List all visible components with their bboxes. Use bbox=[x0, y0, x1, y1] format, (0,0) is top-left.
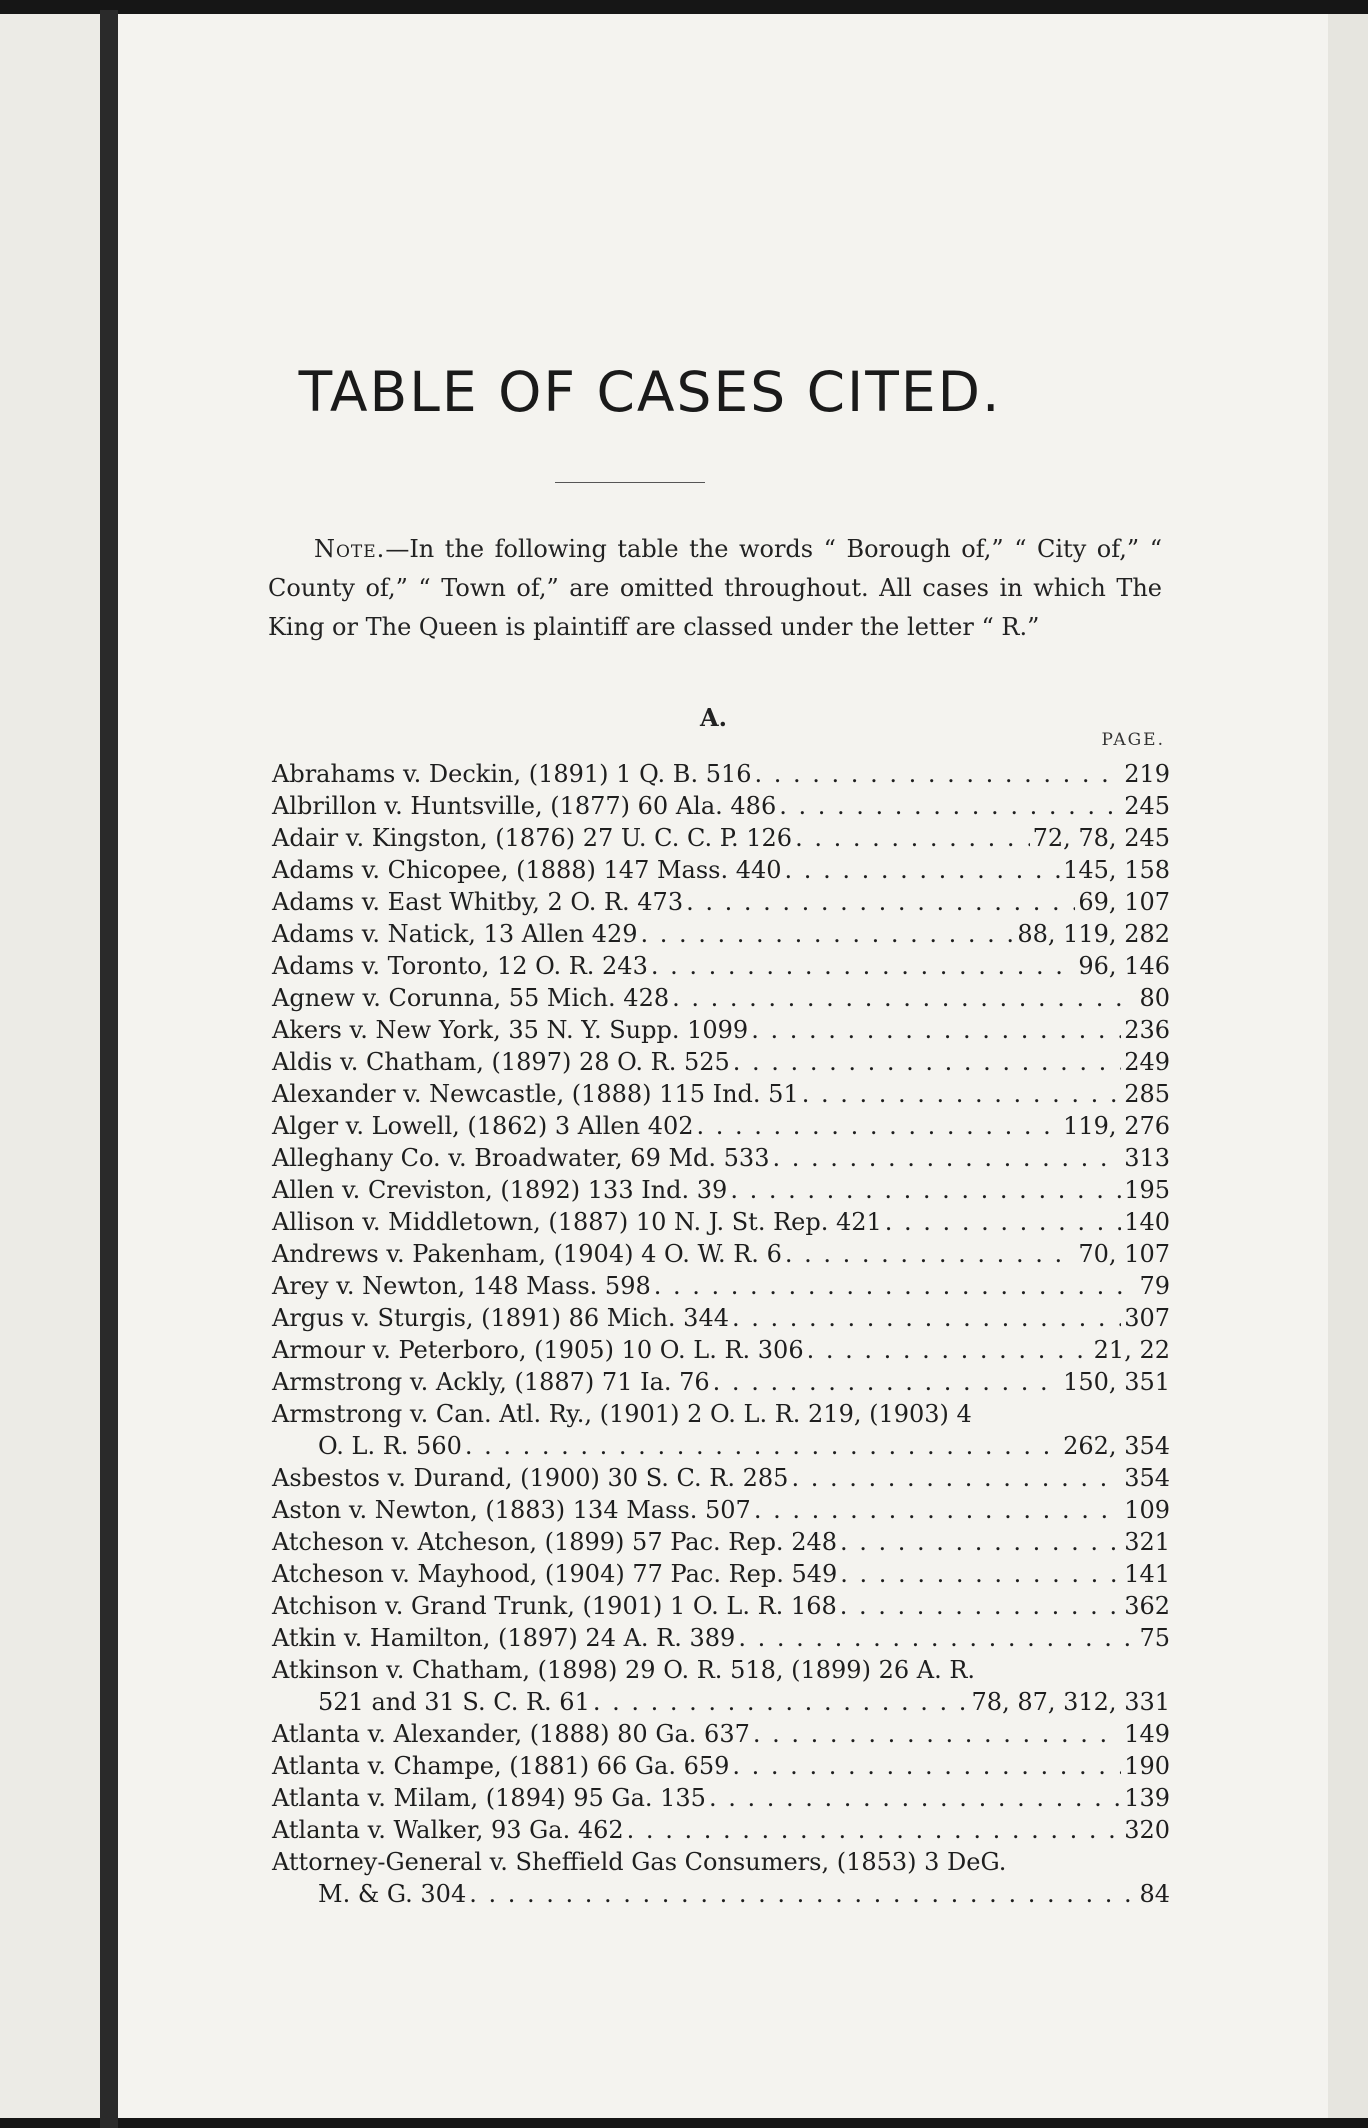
leader-dots bbox=[785, 1238, 1076, 1270]
page-references: 321 bbox=[1124, 1528, 1170, 1556]
leader-dots bbox=[672, 982, 1136, 1014]
case-citation: Alger v. Lowell, (1862) 3 Allen 402 bbox=[272, 1112, 694, 1140]
case-entry bbox=[272, 1814, 1170, 1846]
case-citation: Armour v. Peterboro, (1905) 10 O. L. R. 306 bbox=[272, 1336, 804, 1364]
leader-dots bbox=[469, 1878, 1136, 1910]
leader-dots bbox=[885, 1206, 1121, 1238]
page-references: 354 bbox=[1124, 1464, 1170, 1492]
section-letter: A. bbox=[700, 703, 727, 732]
case-citation: Atchison v. Grand Trunk, (1901) 1 O. L. R. 168 bbox=[272, 1592, 837, 1620]
case-entry bbox=[272, 1398, 1170, 1462]
page-references: 145, 158 bbox=[1063, 856, 1170, 884]
leader-dots bbox=[791, 1462, 1121, 1494]
page-references: 78, 87, 312, 331 bbox=[971, 1688, 1170, 1716]
case-entry bbox=[272, 1270, 1170, 1302]
leader-dots bbox=[733, 1046, 1121, 1078]
case-citation: Adams v. Natick, 13 Allen 429 bbox=[272, 920, 638, 948]
page-references: 88, 119, 282 bbox=[1017, 920, 1170, 948]
page-title: TABLE OF CASES CITED. bbox=[298, 360, 1002, 424]
page-references: 141 bbox=[1124, 1560, 1170, 1588]
case-entry bbox=[272, 1622, 1170, 1654]
leader-dots bbox=[795, 822, 1030, 854]
leader-dots bbox=[713, 1366, 1060, 1398]
leader-dots bbox=[697, 1110, 1061, 1142]
case-entry bbox=[272, 1590, 1170, 1622]
case-entry bbox=[272, 790, 1170, 822]
case-entry bbox=[272, 758, 1170, 790]
case-entry bbox=[272, 1846, 1170, 1910]
case-citation-continued: M. & G. 304 bbox=[318, 1880, 467, 1908]
case-citation: Arey v. Newton, 148 Mass. 598 bbox=[272, 1272, 651, 1300]
page-references: 109 bbox=[1124, 1496, 1170, 1524]
page-references: 119, 276 bbox=[1063, 1112, 1170, 1140]
case-citation: Atlanta v. Walker, 93 Ga. 462 bbox=[272, 1816, 624, 1844]
page-references: 307 bbox=[1124, 1304, 1170, 1332]
page-references: 249 bbox=[1124, 1048, 1170, 1076]
case-citation: Abrahams v. Deckin, (1891) 1 Q. B. 516 bbox=[272, 760, 752, 788]
case-entry bbox=[272, 982, 1170, 1014]
case-entry bbox=[272, 918, 1170, 950]
leader-dots bbox=[840, 1558, 1121, 1590]
case-entry bbox=[272, 1526, 1170, 1558]
leader-dots bbox=[779, 790, 1121, 822]
leader-dots bbox=[641, 918, 1015, 950]
case-citation: Atkin v. Hamilton, (1897) 24 A. R. 389 bbox=[272, 1624, 736, 1652]
leader-dots bbox=[709, 1782, 1121, 1814]
leader-dots bbox=[465, 1430, 1060, 1462]
page-references: 96, 146 bbox=[1078, 952, 1170, 980]
case-entry bbox=[272, 1078, 1170, 1110]
case-entry bbox=[272, 1750, 1170, 1782]
case-citation: Adams v. Toronto, 12 O. R. 243 bbox=[272, 952, 648, 980]
leader-dots bbox=[730, 1174, 1121, 1206]
case-citation: Atlanta v. Alexander, (1888) 80 Ga. 637 bbox=[272, 1720, 750, 1748]
case-citation: Akers v. New York, 35 N. Y. Supp. 1099 bbox=[272, 1016, 749, 1044]
leader-dots bbox=[686, 886, 1075, 918]
case-entry bbox=[272, 822, 1170, 854]
page-references: 69, 107 bbox=[1078, 888, 1170, 916]
page-references: 285 bbox=[1124, 1080, 1170, 1108]
leader-dots bbox=[807, 1334, 1091, 1366]
case-citation-continued: 521 and 31 S. C. R. 61 bbox=[318, 1688, 590, 1716]
title-divider bbox=[555, 482, 705, 483]
page-edge-right bbox=[1328, 14, 1368, 2118]
case-entry bbox=[272, 1046, 1170, 1078]
case-citation: Adair v. Kingston, (1876) 27 U. C. C. P. 126 bbox=[272, 824, 793, 852]
leader-dots bbox=[738, 1622, 1136, 1654]
case-entry bbox=[272, 1462, 1170, 1494]
case-entry bbox=[272, 1142, 1170, 1174]
case-entry bbox=[272, 854, 1170, 886]
page-references: 236 bbox=[1124, 1016, 1170, 1044]
case-entry bbox=[272, 1366, 1170, 1398]
note-text: —In the following table the words “ Borough of,” “ City of,” “ County of,” “ Town of,” are omitted throughout. All cases in which The King or The Queen is plaintiff are classed under the letter “ R.” bbox=[268, 535, 1162, 641]
case-entry bbox=[272, 1718, 1170, 1750]
leader-dots bbox=[593, 1686, 969, 1718]
case-citation: Albrillon v. Huntsville, (1877) 60 Ala. 486 bbox=[272, 792, 777, 820]
page-references: 79 bbox=[1139, 1272, 1170, 1300]
page-references: 21, 22 bbox=[1093, 1336, 1170, 1364]
case-entry bbox=[272, 1174, 1170, 1206]
case-citation: Asbestos v. Durand, (1900) 30 S. C. R. 285 bbox=[272, 1464, 789, 1492]
case-entry bbox=[272, 1206, 1170, 1238]
leader-dots bbox=[772, 1142, 1121, 1174]
facing-page-edge bbox=[0, 14, 100, 2118]
case-citation: Attorney-General v. Sheffield Gas Consumers, (1853) 3 DeG. bbox=[272, 1848, 1007, 1876]
page-references: 320 bbox=[1124, 1816, 1170, 1844]
case-citation: Atlanta v. Champe, (1881) 66 Ga. 659 bbox=[272, 1752, 730, 1780]
leader-dots bbox=[654, 1270, 1137, 1302]
page-references: 80 bbox=[1139, 984, 1170, 1012]
page-references: 362 bbox=[1124, 1592, 1170, 1620]
case-citation: Aldis v. Chatham, (1897) 28 O. R. 525 bbox=[272, 1048, 730, 1076]
page-references: 245 bbox=[1124, 792, 1170, 820]
page-references: 149 bbox=[1124, 1720, 1170, 1748]
case-citation: Adams v. East Whitby, 2 O. R. 473 bbox=[272, 888, 684, 916]
leader-dots bbox=[651, 950, 1076, 982]
case-entry bbox=[272, 886, 1170, 918]
case-list bbox=[272, 758, 1170, 1910]
page-references: 313 bbox=[1124, 1144, 1170, 1172]
leader-dots bbox=[754, 1494, 1121, 1526]
case-citation: Adams v. Chicopee, (1888) 147 Mass. 440 bbox=[272, 856, 782, 884]
page-references: 84 bbox=[1139, 1880, 1170, 1908]
case-citation: Alexander v. Newcastle, (1888) 115 Ind. 51 bbox=[272, 1080, 799, 1108]
case-citation: Atlanta v. Milam, (1894) 95 Ga. 135 bbox=[272, 1784, 706, 1812]
page-references: 195 bbox=[1124, 1176, 1170, 1204]
page-column-header: PAGE. bbox=[1101, 730, 1165, 750]
case-entry bbox=[272, 1238, 1170, 1270]
case-entry bbox=[272, 1302, 1170, 1334]
leader-dots bbox=[840, 1590, 1121, 1622]
leader-dots bbox=[802, 1078, 1121, 1110]
page-references: 219 bbox=[1124, 760, 1170, 788]
case-citation: Agnew v. Corunna, 55 Mich. 428 bbox=[272, 984, 670, 1012]
page-references: 75 bbox=[1139, 1624, 1170, 1652]
case-citation: Armstrong v. Ackly, (1887) 71 Ia. 76 bbox=[272, 1368, 710, 1396]
book-spine bbox=[100, 10, 118, 2128]
case-entry bbox=[272, 1558, 1170, 1590]
page-references: 150, 351 bbox=[1063, 1368, 1170, 1396]
leader-dots bbox=[751, 1014, 1121, 1046]
case-citation-continued: O. L. R. 560 bbox=[318, 1432, 462, 1460]
case-citation: Aston v. Newton, (1883) 134 Mass. 507 bbox=[272, 1496, 751, 1524]
case-entry bbox=[272, 950, 1170, 982]
case-citation: Atkinson v. Chatham, (1898) 29 O. R. 518, (1899) 26 A. R. bbox=[272, 1656, 976, 1684]
case-citation: Alleghany Co. v. Broadwater, 69 Md. 533 bbox=[272, 1144, 770, 1172]
note-label: Note. bbox=[314, 535, 386, 563]
case-citation: Andrews v. Pakenham, (1904) 4 O. W. R. 6 bbox=[272, 1240, 782, 1268]
case-entry bbox=[272, 1334, 1170, 1366]
table-note bbox=[268, 530, 1162, 647]
case-entry bbox=[272, 1654, 1170, 1718]
case-citation: Allison v. Middletown, (1887) 10 N. J. St. Rep. 421 bbox=[272, 1208, 882, 1236]
case-citation: Atcheson v. Mayhood, (1904) 77 Pac. Rep. 549 bbox=[272, 1560, 838, 1588]
leader-dots bbox=[753, 1718, 1121, 1750]
leader-dots bbox=[732, 1750, 1121, 1782]
case-entry bbox=[272, 1494, 1170, 1526]
leader-dots bbox=[755, 758, 1122, 790]
case-entry bbox=[272, 1110, 1170, 1142]
page-references: 72, 78, 245 bbox=[1032, 824, 1170, 852]
case-citation: Allen v. Creviston, (1892) 133 Ind. 39 bbox=[272, 1176, 728, 1204]
page-references: 140 bbox=[1124, 1208, 1170, 1236]
leader-dots bbox=[785, 854, 1061, 886]
page-references: 139 bbox=[1124, 1784, 1170, 1812]
page-references: 190 bbox=[1124, 1752, 1170, 1780]
leader-dots bbox=[840, 1526, 1121, 1558]
case-citation: Armstrong v. Can. Atl. Ry., (1901) 2 O. L. R. 219, (1903) 4 bbox=[272, 1400, 972, 1428]
page-references: 262, 354 bbox=[1063, 1432, 1170, 1460]
case-citation: Argus v. Sturgis, (1891) 86 Mich. 344 bbox=[272, 1304, 729, 1332]
case-citation: Atcheson v. Atcheson, (1899) 57 Pac. Rep. 248 bbox=[272, 1528, 837, 1556]
case-entry bbox=[272, 1014, 1170, 1046]
page-references: 70, 107 bbox=[1078, 1240, 1170, 1268]
leader-dots bbox=[732, 1302, 1121, 1334]
case-entry bbox=[272, 1782, 1170, 1814]
leader-dots bbox=[627, 1814, 1122, 1846]
